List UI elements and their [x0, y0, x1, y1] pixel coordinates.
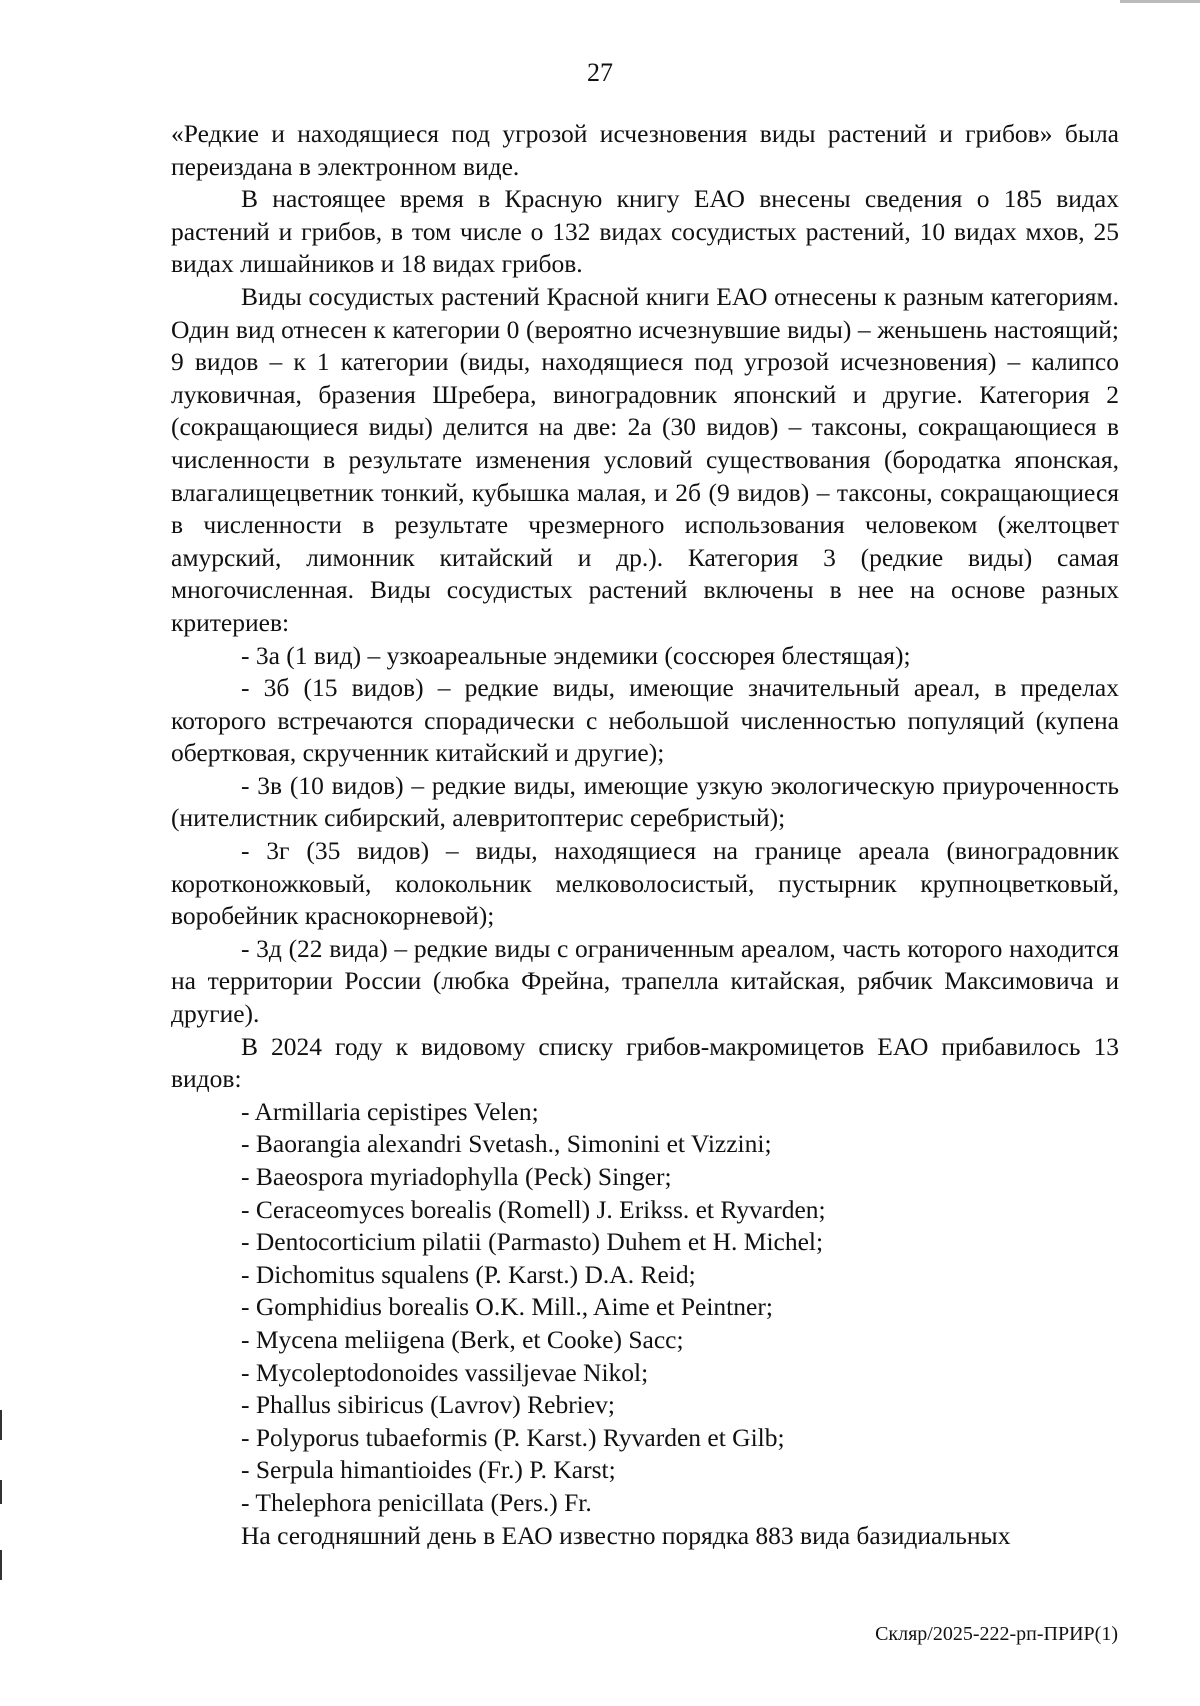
paragraph-continuation: «Редкие и находящиеся под угрозой исчезновения виды растений и грибов» была переиздана в электронном виде.: [171, 119, 1119, 181]
fungi-species-list: [171, 1096, 1119, 1520]
species-item: - Mycena meliigena (Berk, et Cooke) Sacc;: [241, 1324, 684, 1354]
margin-tick: [0, 1480, 2, 1504]
species-item: - Thelephora penicillata (Pers.) Fr.: [241, 1487, 592, 1517]
species-item: - Serpula himantioides (Fr.) P. Karst;: [241, 1455, 616, 1485]
paragraph-closing: На сегодняшний день в ЕАО известно порядка 883 вида базидиальных: [241, 1520, 1011, 1550]
species-item: - Baorangia alexandri Svetash., Simonini et Vizzini;: [241, 1129, 772, 1159]
species-item: - Ceraceomyces borealis (Romell) J. Erikss. et Ryvarden;: [241, 1194, 826, 1224]
document-reference-code: Скляр/2025-222-рп-ПРИР(1): [875, 1623, 1118, 1645]
margin-tick: [0, 1550, 2, 1580]
species-item: - Baeospora myriadophylla (Peck) Singer;: [241, 1162, 672, 1191]
margin-tick: [0, 1410, 2, 1440]
species-item: - Dentocorticium pilatii (Parmasto) Duhem et H. Michel;: [241, 1227, 824, 1257]
page-number: 27: [587, 58, 613, 87]
paragraph-categories: Виды сосудистых растений Красной книги ЕАО отнесены к разным категориям. Один вид отнесен к категории 0 (вероятно исчезнувшие виды) – женьшень настоящий; 9 видов – к 1 категории (виды, находящиеся под угрозой исчезновения) – калипсо луковичная, бразения Шребера, виноградовник японский и другие. Категория 2 (сокращающиеся виды) делится на две: 2а (30 видов) – таксоны, сокращающиеся в численности в результате изменения условий существования (бородатка японская, влагалищецветник тонкий, кубышка малая, и 2б (9 видов) – таксоны, сокращающиеся в численности в результате чрезмерного использования человеком (желтоцвет амурский, лимонник китайский и др.). Категория 3 (редкие виды) самая многочисленная. Виды сосудистых растений включены в нее на основе разных критериев:: [171, 281, 1119, 637]
species-item: - Mycoleptodonoides vassiljevae Nikol;: [241, 1357, 649, 1387]
list-item-category-3g: - 3г (35 видов) – виды, находящиеся на границе ареала (виноградовник коротконожковый, колокольник мелковолосистый, пустырник крупноцветковый, воробейник краснокорневой);: [171, 836, 1119, 931]
species-item: - Polyporus tubaeformis (P. Karst.) Ryvarden et Gilb;: [241, 1422, 785, 1452]
list-item-category-3a: - 3а (1 вид) – узкоареальные эндемики (соссюрея блестящая);: [241, 640, 911, 670]
species-item: - Armillaria cepistipes Velen;: [241, 1096, 539, 1126]
species-item: - Dichomitus squalens (P. Karst.) D.A. Reid;: [241, 1259, 696, 1289]
scan-edge-mark: [1120, 0, 1200, 3]
binding-margin-marks: [0, 1410, 3, 1610]
body-text: [171, 118, 1119, 1552]
list-item-category-3b: - 3б (15 видов) – редкие виды, имеющие значительный ареал, в пределах которого встречаются спорадически с небольшой численностью популяций (купена обертковая, скрученник китайский и другие);: [171, 673, 1119, 768]
species-item: - Phallus sibiricus (Lavrov) Rebriev;: [241, 1390, 615, 1420]
list-item-category-3d: - 3д (22 вида) – редкие виды с ограниченным ареалом, часть которого находится на территории России (любка Фрейна, трапелла китайская, рябчик Максимовича и другие).: [171, 933, 1119, 1029]
paragraph-fungi-2024: В 2024 году к видовому списку грибов-макромицетов ЕАО прибавилось 13 видов:: [171, 1031, 1119, 1094]
list-item-category-3v: - 3в (10 видов) – редкие виды, имеющие узкую экологическую приуроченность (нителистник сибирский, алевритоптерис серебристый);: [171, 770, 1119, 833]
species-item: - Gomphidius borealis O.K. Mill., Aime et Peintner;: [241, 1292, 773, 1322]
paragraph-red-book-summary: В настоящее время в Красную книгу ЕАО внесены сведения о 185 видах растений и грибов, в том числе о 132 видах сосудистых растений, 10 видах мхов, 25 видах лишайников и 18 видах грибов.: [171, 184, 1119, 279]
